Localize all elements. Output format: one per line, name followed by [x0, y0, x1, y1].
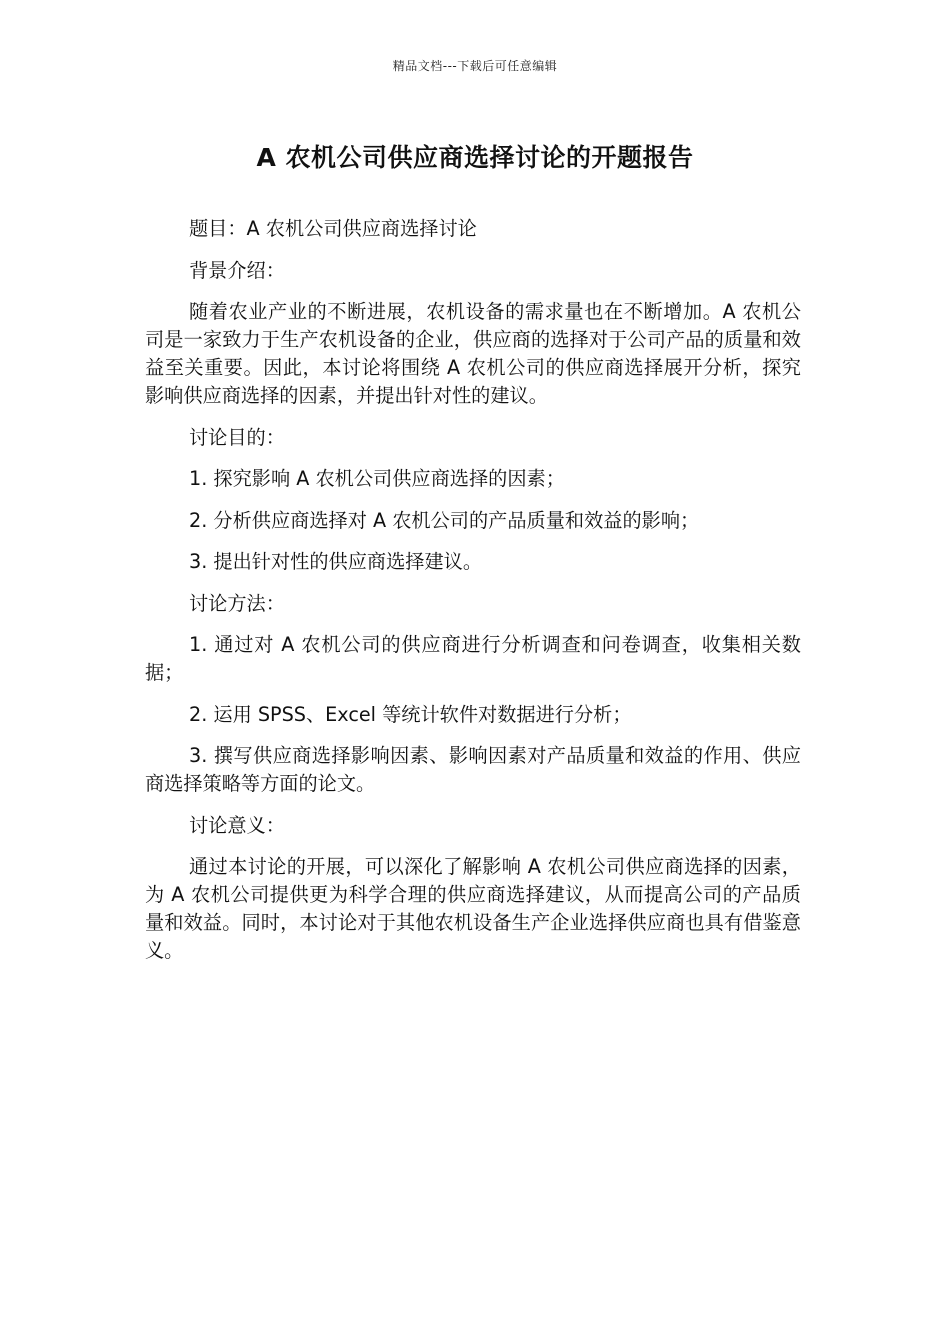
- heading-significance: 讨论意义：: [189, 813, 285, 837]
- list-item-purpose-2: 2. 分析供应商选择对 A 农机公司的产品质量和效益的影响；: [189, 508, 700, 532]
- heading-method: 讨论方法：: [189, 591, 285, 615]
- list-item-method-2: 2. 运用 SPSS、Excel 等统计软件对数据进行分析；: [189, 702, 632, 726]
- document-body: [145, 215, 801, 979]
- list-item-method-3: 3. 撰写供应商选择影响因素、影响因素对产品质量和效益的作用、供应商选择策略等方面的论文。: [145, 744, 801, 795]
- document-title: A 农机公司供应商选择讨论的开题报告: [256, 143, 694, 172]
- paragraph-significance: 通过本讨论的开展，可以深化了解影响 A 农机公司供应商选择的因素，为 A 农机公司提供更为科学合理的供应商选择建议，从而提高公司的产品质量和效益。同时，本讨论对于其他农机设备生产企业选择供应商也具有借鉴意义。: [145, 855, 801, 962]
- heading-background: 背景介绍：: [189, 258, 285, 282]
- list-item-purpose-1: 1. 探究影响 A 农机公司供应商选择的因素；: [189, 467, 565, 490]
- page-header: 精品文档---下载后可任意编辑: [392, 59, 558, 73]
- list-item-method-1: 1. 通过对 A 农机公司的供应商进行分析调查和问卷调查，收集相关数据；: [145, 633, 801, 684]
- list-item-purpose-3: 3. 提出针对性的供应商选择建议。: [189, 550, 483, 573]
- paragraph-background: 随着农业产业的不断进展，农机设备的需求量也在不断增加。A 农机公司是一家致力于生产农机设备的企业，供应商的选择对于公司产品的质量和效益至关重要。因此，本讨论将围绕 A 农机公司的供应商选择展开分析，探究影响供应商选择的因素，并提出针对性的建议。: [145, 300, 801, 407]
- heading-purpose: 讨论目的：: [189, 425, 285, 449]
- paragraph-topic: 题目：A 农机公司供应商选择讨论: [189, 217, 477, 240]
